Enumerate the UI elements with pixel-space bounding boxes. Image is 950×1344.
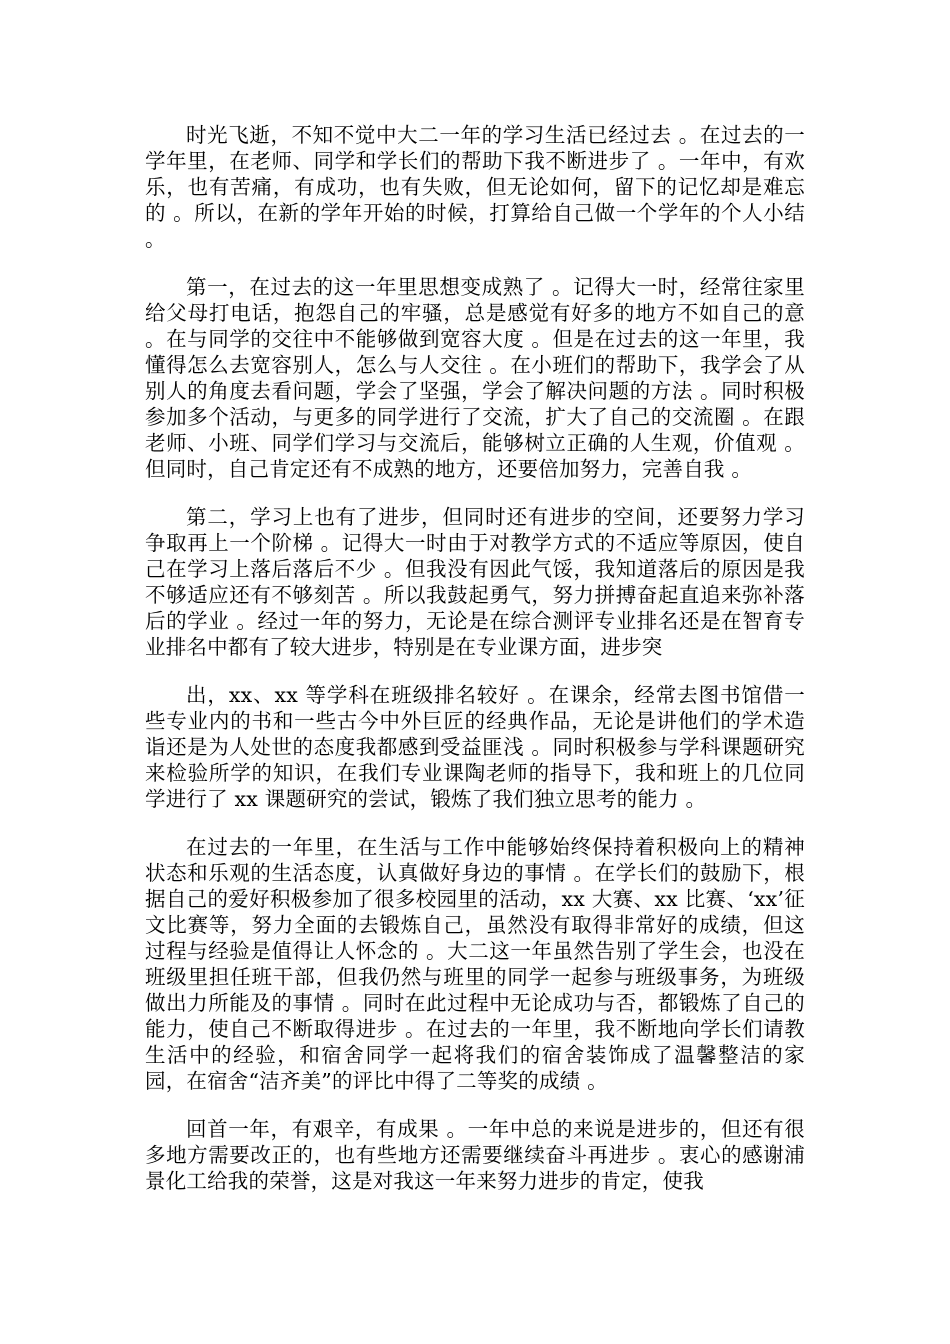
paragraph-thought: 第一，在过去的这一年里思想变成熟了 。记得大一时，经常往家里给父母打电话，抱怨自己的牢骚，总是感觉有好多的地方不如自己的意 。在与同学的交往中不能够做到宽容大度 。但是在过去的这一年里，我懂得怎么去宽容别人，怎么与人交往 。在小班们的帮助下，我学会了从别人的角度去看问题，学会了坚强，学会了解决问题的方法 。同时积极参加多个活动，与更多的同学进行了交流，扩大了自己的交流圈 。在跟老师、小班、同学们学习与交流后，能够树立正确的人生观，价值观 。但同时，自己肯定还有不成熟的地方，还要倍加努力，完善自我 。 bbox=[145, 275, 805, 481]
paragraph-study-continued: 出，xx、xx 等学科在班级排名较好 。在课余，经常去图书馆借一些专业内的书和一些古今中外巨匠的经典作品，无论是讲他们的学术造诣还是为人处世的态度我都感到受益匪浅 。同时积极参与学科课题研究来检验所学的知识，在我们专业课陶老师的指导下，我和班上的几位同学进行了 xx 课题研究的尝试，锻炼了我们独立思考的能力 。 bbox=[145, 683, 805, 811]
document-body bbox=[145, 122, 805, 1194]
paragraph-intro: 时光飞逝，不知不觉中大二一年的学习生活已经过去 。在过去的一学年里，在老师、同学和学长们的帮助下我不断进步了 。一年中，有欢乐，也有苦痛，有成功，也有失败，但无论如何，留下的记忆却是难忘的 。所以，在新的学年开始的时候，打算给自己做一个学年的个人小结 。 bbox=[145, 123, 805, 251]
paragraph-study: 第二，学习上也有了进步，但同时还有进步的空间，还要努力学习争取再上一个阶梯 。记得大一时由于对教学方式的不适应等原因，使自己在学习上落后落后不少 。但我没有因此气馁，我知道落后的原因是我不够适应还有不够刻苦 。所以我鼓起勇气，努力拼搏奋起直追来弥补落后的学业 。经过一年的努力，无论是在综合测评专业排名还是在智育专业排名中都有了较大进步，特别是在专业课方面，进步突 bbox=[145, 505, 805, 659]
paragraph-review: 回首一年，有艰辛，有成果 。一年中总的来说是进步的，但还有很多地方需要改正的，也有些地方还需要继续奋斗再进步 。衷心的感谢浦景化工给我的荣誉，这是对我这一年来努力进步的肯定，使我 bbox=[145, 1117, 805, 1193]
paragraph-life-work: 在过去的一年里，在生活与工作中能够始终保持着积极向上的精神状态和乐观的生活态度，认真做好身边的事情 。在学长们的鼓励下，根据自己的爱好积极参加了很多校园里的活动，xx 大赛、xx 比赛、‘xx’征文比赛等，努力全面的去锻炼自己，虽然没有取得非常好的成绩，但这过程与经验是值得让人怀念的 。大二这一年虽然告别了学生会，也没在班级里担任班干部，但我仍然与班里的同学一起参与班级事务，为班级做出力所能及的事情 。同时在此过程中无论成功与否，都锻炼了自己的能力，使自己不断取得进步 。在过去的一年里，我不断地向学长们请教生活中的经验，和宿舍同学一起将我们的宿舍装饰成了温馨整洁的家园，在宿舍“洁齐美”的评比中得了二等奖的成绩 。 bbox=[145, 835, 805, 1093]
